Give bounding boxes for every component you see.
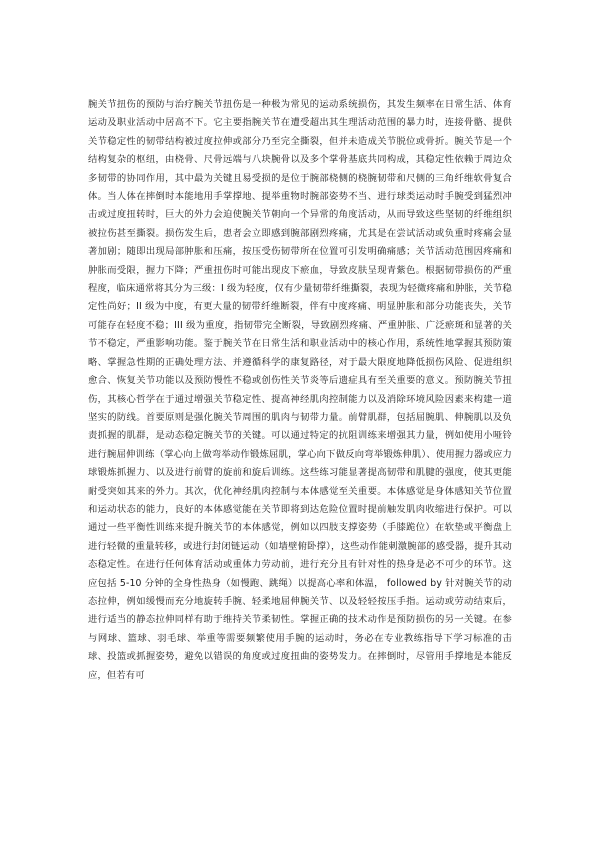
body-paragraph: 腕关节扭伤的预防与治疗腕关节扭伤是一种极为常见的运动系统损伤，其发生频率在日常生活、体育运动及职业活动中居高不下。它主要指腕关节在遭受超出其生理活动范围的暴力时，连接骨骼、提供关节稳定性的韧带结构被过度拉伸或部分乃至完全撕裂，但并未造成关节脱位或骨折。腕关节是一个结构复杂的枢纽，由桡骨、尺骨远端与八块腕骨以及多个掌骨基底共同构成，其稳定性依赖于周边众多韧带的协同作用，其中最为关键且易受损的是位于腕部桡侧的桡腕韧带和尺侧的三角纤维软骨复合体。当人体在摔倒时本能地用手掌撑地、提举重物时腕部姿势不当、进行球类运动时手腕受到猛烈冲击或过度扭转时，巨大的外力会迫使腕关节朝向一个异常的角度活动，从而导致这些坚韧的纤维组织被拉伤甚至撕裂。损伤发生后，患者会立即感到腕部剧烈疼痛，尤其是在尝试活动或负重时疼痛会显著加剧；随即出现局部肿胀和压痛，按压受伤韧带所在位置可引发明确痛感；关节活动范围因疼痛和肿胀而受限，握力下降；严重扭伤时可能出现皮下瘀血，导致皮肤呈现青紫色。根据韧带损伤的严重程度，临床通常将其分为三级：I 级为轻度，仅有少量韧带纤维撕裂，表现为轻微疼痛和肿胀，关节稳定性尚好；II 级为中度，有更大量的韧带纤维断裂，伴有中度疼痛、明显肿胀和部分功能丧失，关节可能存在轻度不稳；III 级为重度，指韧带完全断裂，导致剧烈疼痛、严重肿胀、广泛瘀斑和显著的关节不稳定，严重影响功能。鉴于腕关节在日常生活和职业活动中的核心作用，系统性地掌握其预防策略、掌握急性期的正确处理方法、并遵循科学的康复路径，对于最大限度地降低损伤风险、促进组织愈合、恢复关节功能以及预防慢性不稳或创伤性关节炎等后遗症具有至关重要的意义。预防腕关节扭伤，其核心哲学在于通过增强关节稳定性、提高神经肌肉控制能力以及消除环境风险因素来构建一道坚实的防线。首要原则是强化腕关节周围的肌肉与韧带力量。前臂肌群，包括屈腕肌、伸腕肌以及负责抓握的肌群，是动态稳定腕关节的关键。可以通过特定的抗阻训练来增强其力量，例如使用小哑铃进行腕屈伸训练（掌心向上做弯举动作锻炼屈肌，掌心向下做反向弯举锻炼伸肌）、使用握力器或应力球锻炼抓握力、以及进行前臂的旋前和旋后训练。这些练习能显著提高韧带和肌腱的强度，使其更能耐受突如其来的外力。其次，优化神经肌肉控制与本体感觉至关重要。本体感觉是身体感知关节位置和运动状态的能力，良好的本体感觉能在关节即将到达危险位置时提前触发肌肉收缩进行保护。可以通过一些平衡性训练来提升腕关节的本体感觉，例如以四肢支撑姿势（手膝跪位）在软垫或平衡盘上进行轻微的重量转移，或进行封闭链运动（如墙壁俯卧撑），这些动作能刺激腕部的感受器，提升其动态稳定性。在进行任何体育活动或重体力劳动前，进行充分且有针对性的热身是必不可少的环节。这应包括 5-10 分钟的全身性热身（如慢跑、跳绳）以提高心率和体温， followed by 针对腕关节的动态拉伸，例如缓慢而充分地旋转手腕、轻柔地屈伸腕关节、以及轻轻按压手指。运动或劳动结束后，进行适当的静态拉伸同样有助于维持关节柔韧性。掌握正确的技术动作是预防损伤的另一关键。在参与网球、篮球、羽毛球、举重等需要频繁使用手腕的运动时，务必在专业教练指导下学习标准的击球、投篮或抓握姿势，避免以错误的角度或过度扭曲的姿势发力。在摔倒时，尽管用手撑地是本能反应，但若有可 (88, 99, 512, 681)
document-body (88, 96, 512, 685)
